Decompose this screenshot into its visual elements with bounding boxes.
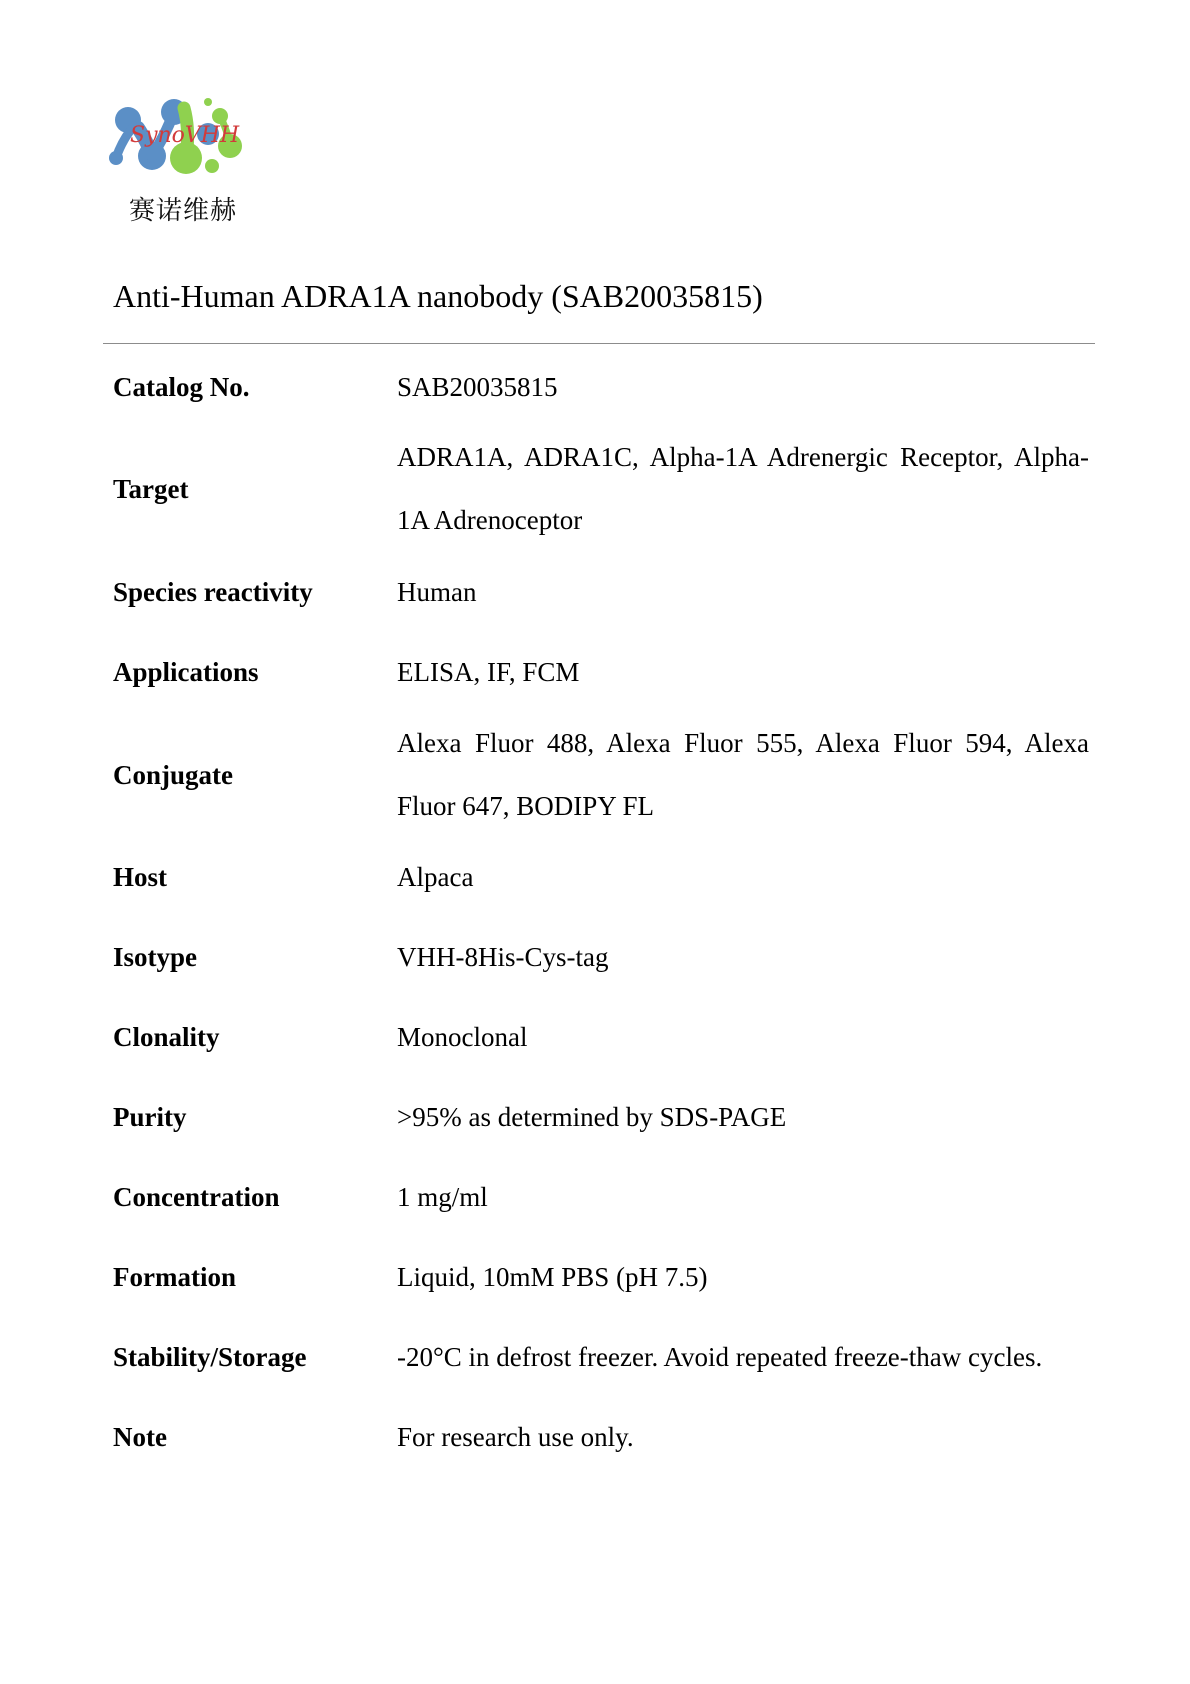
logo-script-text: SynoVHH — [130, 123, 240, 148]
spec-value-purity: >95% as determined by SDS-PAGE — [397, 1102, 787, 1132]
spec-label-note: Note — [113, 1422, 167, 1452]
spec-label-purity: Purity — [113, 1102, 187, 1132]
spec-value-conjugate: Alexa Fluor 488, Alexa Fluor 555, Alexa Fluor 594, Alexa Fluor 647, BODIPY FL — [397, 728, 1089, 821]
spec-value-storage: -20°C in defrost freezer. Avoid repeated freeze-thaw cycles. — [397, 1342, 1043, 1372]
spec-label-isotype: Isotype — [113, 942, 198, 972]
spec-label-concentration: Concentration — [113, 1182, 280, 1212]
spec-value-concentration: 1 mg/ml — [397, 1182, 488, 1212]
spec-value-clonality: Monoclonal — [397, 1022, 528, 1052]
spec-value-note: For research use only. — [397, 1422, 634, 1452]
spec-value-formation: Liquid, 10mM PBS (pH 7.5) — [397, 1262, 708, 1292]
spec-value-applications: ELISA, IF, FCM — [397, 657, 580, 687]
spec-label-formation: Formation — [113, 1262, 236, 1292]
spec-label-clonality: Clonality — [113, 1022, 220, 1052]
spec-label-target: Target — [113, 474, 189, 504]
spec-value-host: Alpaca — [397, 862, 474, 892]
spec-label-conjugate: Conjugate — [113, 760, 233, 790]
spec-label-applications: Applications — [113, 657, 259, 687]
spec-value-catalog: SAB20035815 — [397, 372, 558, 402]
spec-label-storage: Stability/Storage — [113, 1342, 307, 1372]
spec-label-host: Host — [113, 862, 167, 892]
spec-label-species: Species reactivity — [113, 577, 313, 607]
product-title: Anti-Human ADRA1A nanobody (SAB20035815) — [113, 278, 763, 314]
spec-value-target: ADRA1A, ADRA1C, Alpha-1A Adrenergic Receptor, Alpha-1A Adrenoceptor — [397, 442, 1089, 535]
spec-label-catalog: Catalog No. — [113, 372, 250, 402]
spec-value-isotype: VHH-8His-Cys-tag — [397, 942, 609, 972]
spec-value-species: Human — [397, 577, 477, 607]
logo-chinese-name: 赛诺维赫 — [129, 196, 238, 226]
